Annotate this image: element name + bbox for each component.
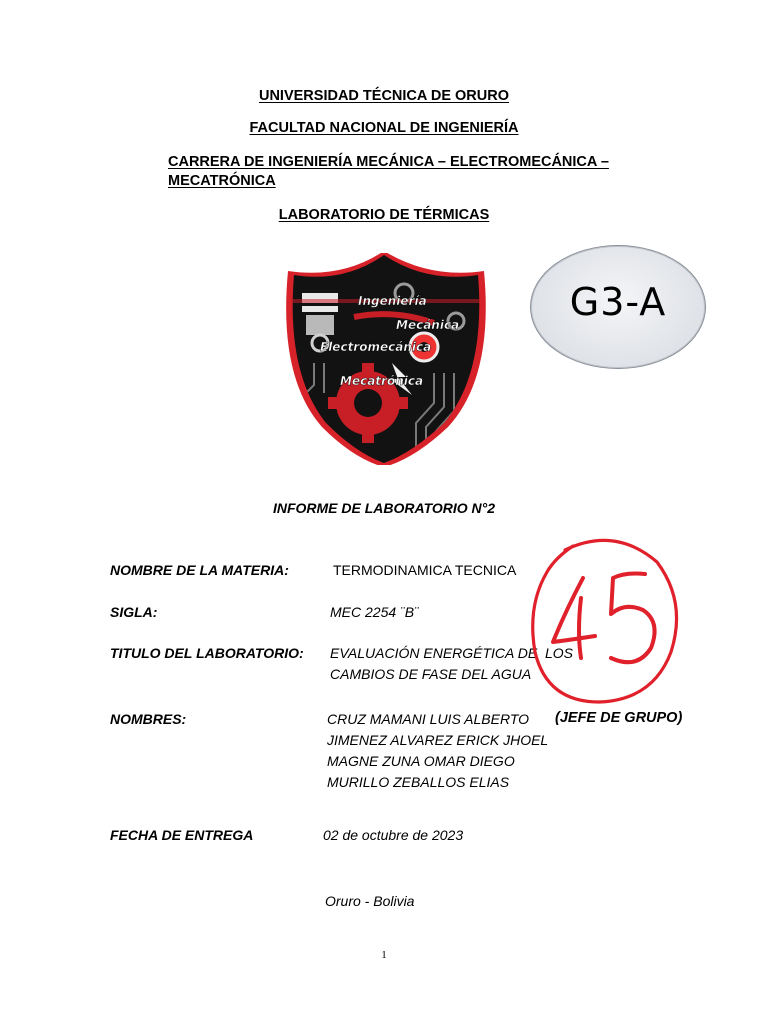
names-label: NOMBRES: [110, 711, 187, 727]
group-badge [530, 245, 706, 369]
title-value-line2: CAMBIOS DE FASE DEL AGUA [330, 666, 532, 682]
subject-value: TERMODINAMICA TECNICA [333, 562, 517, 578]
logo-text-mecanica: Mecánica [396, 318, 460, 332]
code-label: SIGLA: [110, 604, 158, 620]
shield-inner [293, 255, 480, 463]
grade-value: 45 [525, 532, 527, 533]
faculty-title: FACULTAD NACIONAL DE INGENIERÍA [249, 120, 519, 136]
name-item-3: MAGNE ZUNA OMAR DIEGO [327, 753, 515, 769]
logo-text-mecatronica: Mecatrónica [340, 374, 424, 388]
university-title: UNIVERSIDAD TÉCNICA DE ORURO [258, 88, 509, 104]
subject-label: NOMBRE DE LA MATERIA: [110, 562, 289, 578]
date-value: 02 de octubre de 2023 [323, 827, 464, 843]
handwritten-grade-mark [525, 532, 685, 710]
name-item-4: MURILLO ZEBALLOS ELIAS [327, 774, 510, 790]
laboratory-title: LABORATORIO DE TÉRMICAS [278, 207, 490, 223]
date-label: FECHA DE ENTREGA [110, 827, 254, 843]
faculty-shield-logo [284, 253, 488, 465]
page-number: 1 [381, 949, 387, 961]
location-text: Oruro - Bolivia [325, 893, 415, 909]
code-value: MEC 2254 ¨B¨ [330, 604, 419, 620]
career-title: CARRERA DE INGENIERÍA MECÁNICA – ELECTROMECÁNICA – MECATRÓNICA [168, 154, 609, 189]
group-badge-label: G3-A [569, 280, 667, 324]
title-value-line1: EVALUACIÓN ENERGÉTICA DE LOS [330, 645, 573, 661]
name-item-1: CRUZ MAMANI LUIS ALBERTO [327, 711, 530, 727]
group-leader-note: (JEFE DE GRUPO) [555, 710, 683, 726]
title-label: TITULO DEL LABORATORIO: [110, 645, 304, 661]
report-title: INFORME DE LABORATORIO N°2 [272, 500, 496, 516]
name-item-2: JIMENEZ ALVAREZ ERICK JHOEL [327, 732, 549, 748]
logo-text-electromecanica: Electromecánica [320, 340, 432, 354]
logo-text-ingenieria: Ingeniería [358, 294, 427, 308]
